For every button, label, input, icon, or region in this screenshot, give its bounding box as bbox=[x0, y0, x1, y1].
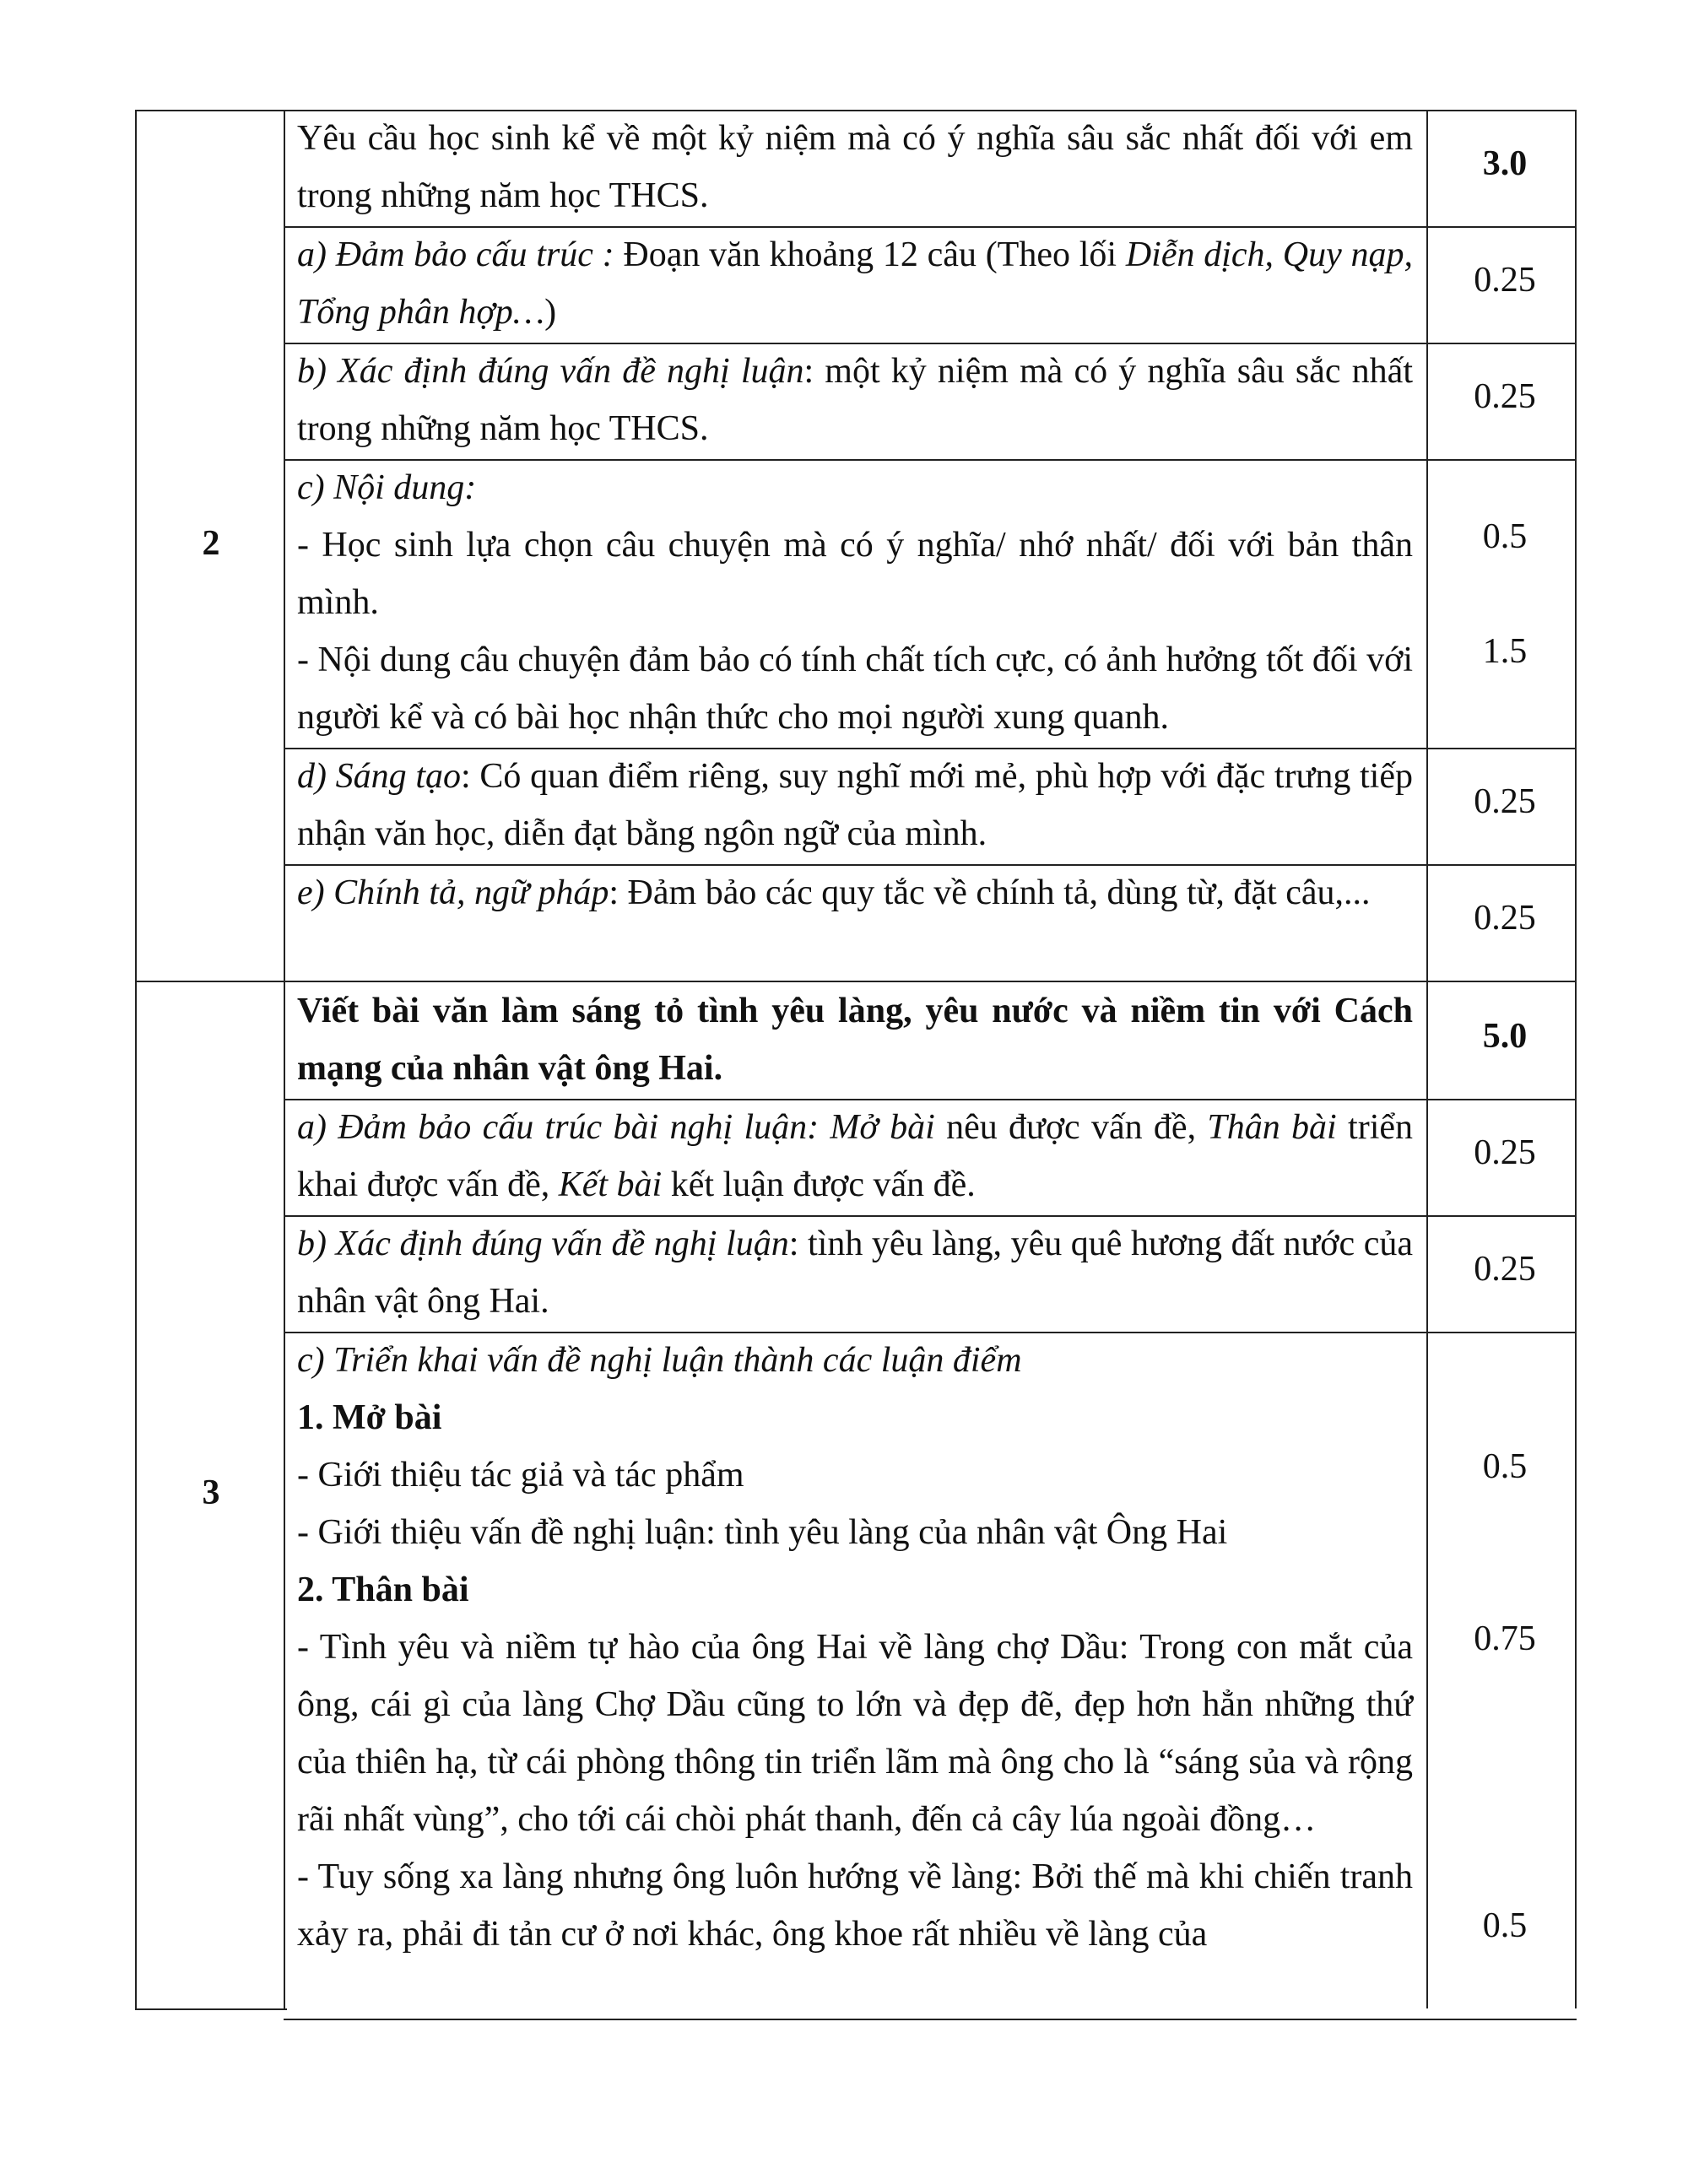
criterion-score: 0.75 bbox=[1474, 1619, 1536, 1658]
table-border-bottom bbox=[135, 2008, 287, 2010]
criterion-score: 0.25 bbox=[1474, 899, 1536, 938]
criterion-structure: a) Đảm bảo cấu trúc bài nghị luận: Mở bài nêu được vấn đề, Thân bài triển khai được vấn đề, Kết bài kết luận được vấn đề. bbox=[297, 1108, 1414, 1204]
criterion-score: 0.5 bbox=[1482, 1447, 1528, 1486]
section-number: 2 bbox=[202, 524, 220, 563]
criterion-score: 0.25 bbox=[1474, 261, 1536, 300]
criterion-score: 0.25 bbox=[1474, 1133, 1536, 1172]
heading-opening: 1. Mở bài bbox=[297, 1398, 442, 1437]
criterion-creativity: d) Sáng tạo: Có quan điểm riêng, suy nghĩ mới mẻ, phù hợp với đặc trưng tiếp nhận văn học, diễn đạt bằng ngôn ngữ của mình. bbox=[297, 757, 1413, 853]
criterion-score: 0.25 bbox=[1474, 1250, 1536, 1289]
criterion-issue: b) Xác định đúng vấn đề nghị luận: một kỷ niệm mà có ý nghĩa sâu sắc nhất trong những năm học THCS. bbox=[297, 352, 1413, 448]
section-number: 3 bbox=[202, 1473, 220, 1512]
criterion-issue: b) Xác định đúng vấn đề nghị luận: tình yêu làng, yêu quê hương đất nước của nhân vật ông Hai. bbox=[297, 1224, 1413, 1321]
criterion-score: 0.5 bbox=[1482, 1906, 1528, 1945]
total-score: 3.0 bbox=[1482, 144, 1528, 183]
question-prompt: Viết bài văn làm sáng tỏ tình yêu làng, yêu nước và niềm tin với Cách mạng của nhân vật ông Hai. bbox=[297, 992, 1413, 1088]
criterion-score: 0.25 bbox=[1474, 377, 1536, 416]
table-border-left bbox=[135, 110, 137, 2008]
criterion-score: 0.5 bbox=[1482, 517, 1528, 556]
question-prompt: Yêu cầu học sinh kể về một kỷ niệm mà có ý nghĩa sâu sắc nhất đối với em trong những năm học THCS. bbox=[297, 119, 1413, 215]
table-divider-content bbox=[284, 110, 285, 2008]
criterion-content: c) Nội dung: - Học sinh lựa chọn câu chuyện mà có ý nghĩa/ nhớ nhất/ đối với bản thân mình. - Nội dung câu chuyện đảm bảo có tính chất tích cực, có ảnh hưởng tốt đối với người kể và có bài học nhận thức cho mọi người xung quanh. bbox=[297, 468, 1413, 737]
criterion-spelling: e) Chính tả, ngữ pháp: Đảm bảo các quy tắc về chính tả, dùng từ, đặt câu,... bbox=[297, 873, 1371, 912]
criterion-score: 0.25 bbox=[1474, 782, 1536, 821]
total-score: 5.0 bbox=[1482, 1017, 1528, 1056]
criterion-score: 1.5 bbox=[1482, 632, 1528, 671]
criterion-development: c) Triển khai vấn đề nghị luận thành các luận điểm 1. Mở bài - Giới thiệu tác giả và tác phẩm - Giới thiệu vấn đề nghị luận: tình yêu làng của nhân vật Ông Hai 2. Thân bài - Tình yêu và niềm tự hào của ông Hai về làng chợ Dầu: Trong con mắt của ông, cái gì của làng Chợ Dầu cũng to lớn và đẹp đẽ, đẹp hơn hẳn những thứ của thiên hạ, từ cái phòng thông tin triển lãm mà ông cho là “sáng sủa và rộng rãi nhất vùng”, cho tới cái chòi phát thanh, đến cả cây lúa ngoài đồng… - Tuy sống xa làng nhưng ông luôn hướng về làng: Bởi thế mà khi chiến tranh xảy ra, phải đi tản cư ở nơi khác, ông khoe rất nhiều về làng của bbox=[297, 1341, 1413, 1954]
table-border-bottom bbox=[284, 2019, 1577, 2020]
table-divider-score bbox=[1426, 110, 1428, 2008]
criterion-structure: a) Đảm bảo cấu trúc : Đoạn văn khoảng 12 câu (Theo lối Diễn dịch, Quy nạp, Tổng phân hợp…) bbox=[297, 235, 1413, 332]
heading-body: 2. Thân bài bbox=[297, 1570, 469, 1609]
